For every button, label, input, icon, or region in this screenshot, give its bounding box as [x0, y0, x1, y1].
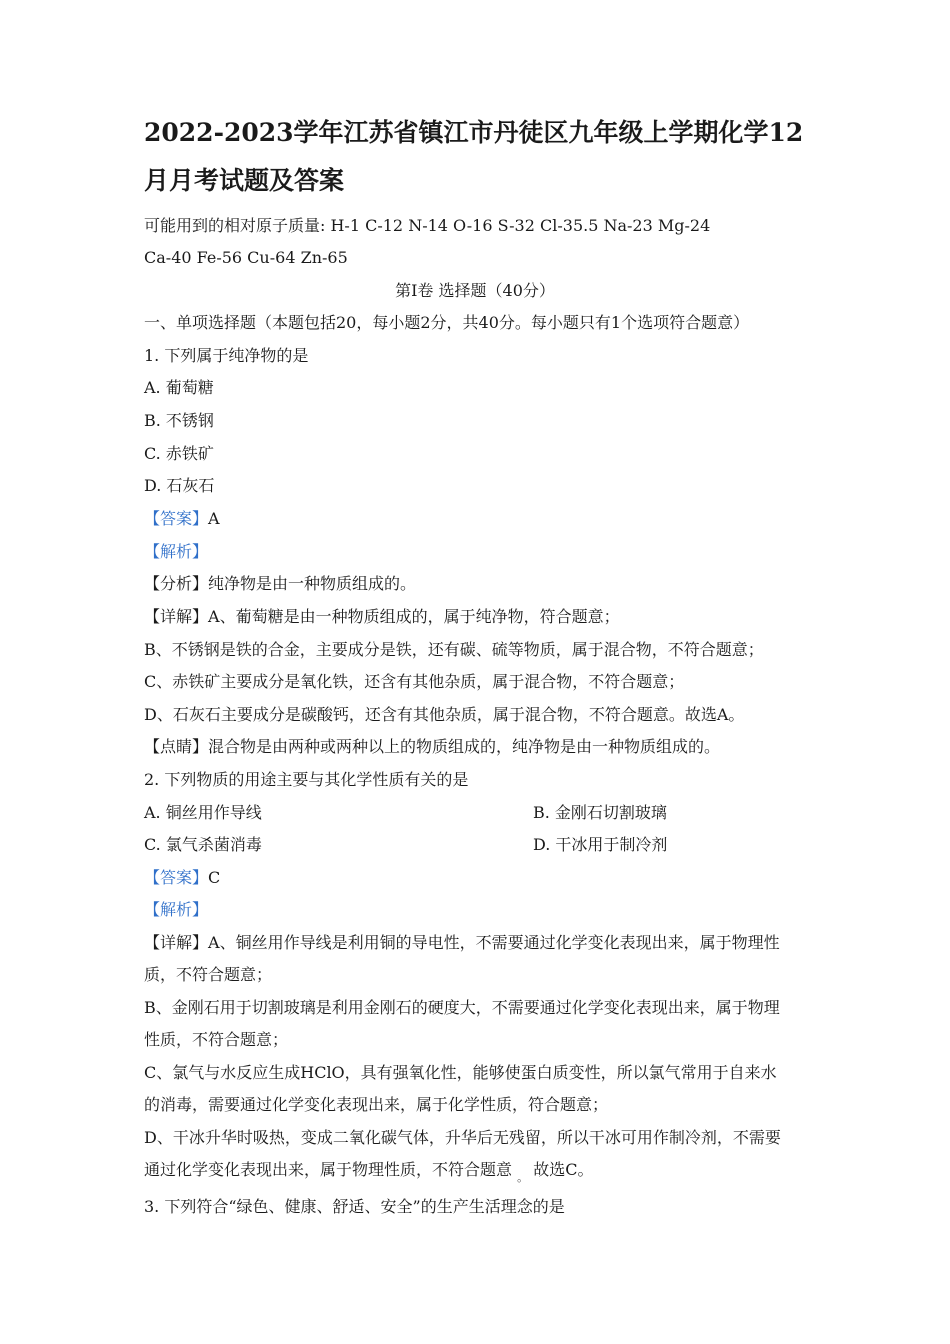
- analysis-tag: 【解析】: [144, 900, 209, 919]
- q2-detail-line-4: 性质，不符合题意；: [144, 1030, 289, 1049]
- q2-option-a: A. 铜丝用作导线: [144, 803, 262, 822]
- q1-detail-line-4: D、石灰石主要成分是碳酸钙，还含有其他杂质，属于混合物，不符合题意。故选A。: [144, 705, 745, 724]
- q1-option-a: A. 葡萄糖: [144, 378, 214, 397]
- q2-detail-line-6: 的消毒，需要通过化学变化表现出来，属于化学性质，符合题意；: [144, 1095, 609, 1114]
- q2-detail-line-3: B、金刚石用于切割玻璃是利用金刚石的硬度大，不需要通过化学变化表现出来，属于物理: [144, 998, 780, 1017]
- q2-detail-text-9: 故选C。: [533, 1160, 594, 1179]
- q2-detail-text-8: 通过化学变化表现出来，属于物理性质，不符合题意: [144, 1160, 513, 1179]
- document-title-line-1: 2022-2023学年江苏省镇江市丹徒区九年级上学期化学12: [144, 118, 804, 147]
- q1-analysis-heading: [144, 541, 208, 563]
- q1-detail-line-1: [144, 606, 620, 628]
- detail-tag: 【详解】: [144, 933, 209, 952]
- q1-option-c: C. 赤铁矿: [144, 444, 214, 463]
- q2-detail-line-8: [144, 1159, 593, 1189]
- q1-detail-text-1: A、葡萄糖是由一种物质组成的，属于纯净物，符合题意；: [208, 607, 620, 626]
- q2-answer: [144, 867, 220, 889]
- q1-comment-text: 混合物是由两种或两种以上的物质组成的，纯净物是由一种物质组成的。: [208, 737, 721, 756]
- q2-stem: 2. 下列物质的用途主要与其化学性质有关的是: [144, 770, 469, 789]
- document-title-line-2: 月月考试题及答案: [144, 166, 345, 195]
- q2-detail-period: 。: [517, 1171, 529, 1184]
- q1-comment: [144, 736, 720, 758]
- q2-detail-line-2: 质，不符合题意；: [144, 965, 273, 984]
- atomic-masses-line-2: Ca-40 Fe-56 Cu-64 Zn-65: [144, 248, 348, 267]
- q1-fenxi-text: 纯净物是由一种物质组成的。: [208, 574, 417, 593]
- q2-detail-line-1: [144, 932, 780, 954]
- q2-answer-value: C: [208, 868, 221, 887]
- q2-detail-text-1: A、铜丝用作导线是利用铜的导电性，不需要通过化学变化表现出来，属于物理性: [208, 933, 780, 952]
- q1-answer: [144, 508, 220, 530]
- q3-stem: 3. 下列符合“绿色、健康、舒适、安全”的生产生活理念的是: [144, 1197, 565, 1216]
- q1-option-d: D. 石灰石: [144, 476, 215, 495]
- q1-option-b: B. 不锈钢: [144, 411, 214, 430]
- q2-option-b: B. 金刚石切割玻璃: [533, 803, 667, 822]
- q1-detail-line-2: B、不锈钢是铁的合金，主要成分是铁，还有碳、硫等物质，属于混合物，不符合题意；: [144, 640, 764, 659]
- section-title: 第Ⅰ卷 选择题（40分）: [395, 281, 555, 300]
- q2-option-d: D. 干冰用于制冷剂: [533, 835, 668, 854]
- q2-detail-line-7: D、干冰升华时吸热，变成二氧化碳气体，升华后无残留，所以干冰可用作制冷剂，不需要: [144, 1128, 781, 1147]
- q1-answer-value: A: [208, 509, 220, 528]
- q1-stem: 1. 下列属于纯净物的是: [144, 346, 309, 365]
- answer-tag: 【答案】: [144, 509, 209, 528]
- q1-fenxi: [144, 573, 416, 595]
- analysis-tag: 【解析】: [144, 542, 209, 561]
- fenxi-tag: 【分析】: [144, 574, 209, 593]
- answer-tag: 【答案】: [144, 868, 209, 887]
- q2-detail-line-5: C、氯气与水反应生成HClO，具有强氧化性，能够使蛋白质变性，所以氯气常用于自来水: [144, 1063, 777, 1082]
- comment-tag: 【点睛】: [144, 737, 209, 756]
- section-instruction: 一、单项选择题（本题包括20，每小题2分，共40分。每小题只有1个选项符合题意）: [144, 313, 750, 332]
- atomic-masses-line-1: 可能用到的相对原子质量: H-1 C-12 N-14 O-16 S-32 Cl-35.5 Na-23 Mg-24: [144, 216, 711, 235]
- q2-option-c: C. 氯气杀菌消毒: [144, 835, 262, 854]
- detail-tag: 【详解】: [144, 607, 209, 626]
- q1-detail-line-3: C、赤铁矿主要成分是氧化铁，还含有其他杂质，属于混合物，不符合题意；: [144, 672, 685, 691]
- q2-analysis-heading: [144, 899, 208, 921]
